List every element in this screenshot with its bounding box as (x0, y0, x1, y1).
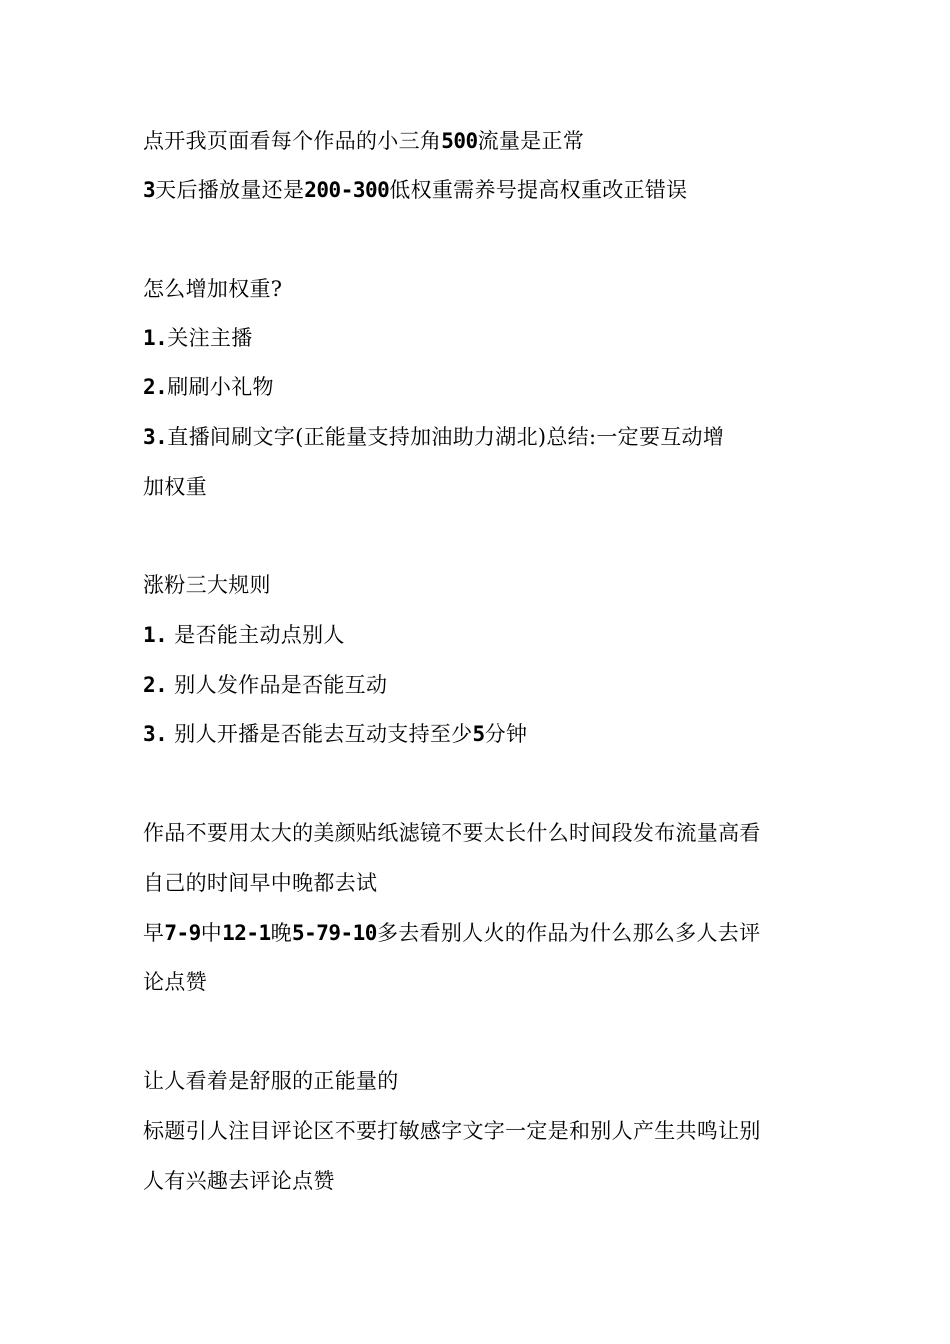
text-line-title-tip-continuation: 人有兴趣去评论点赞 (143, 1169, 335, 1193)
text-line-works: 作品不要用太大的美颜贴纸滤镜不要太长什么时间段发布流量高看 (143, 821, 761, 845)
text-line-time: 自己的时间早中晚都去试 (143, 871, 378, 895)
text-line-1: 点开我页面看每个作品的小三角500流量是正常 (143, 129, 585, 153)
list-item: 3. 别人开播是否能去互动支持至少5分钟 (143, 722, 528, 746)
text-line-schedule: 早7-9中12-1晚5-79-10多去看别人火的作品为什么那么多人去评 (143, 921, 761, 945)
section-heading-weight: 怎么增加权重? (143, 277, 283, 301)
section-heading-fans: 涨粉三大规则 (143, 573, 271, 597)
list-item: 3.直播间刷文字(正能量支持加油助力湖北)总结:一定要互动增 (143, 425, 725, 449)
text-line-schedule-continuation: 论点赞 (143, 970, 207, 994)
list-item: 2.刷刷小礼物 (143, 375, 274, 399)
list-item: 2. 别人发作品是否能互动 (143, 673, 388, 697)
text-line-2: 3天后播放量还是200-300低权重需养号提高权重改正错误 (143, 178, 688, 202)
list-item: 1.关注主播 (143, 326, 253, 350)
list-item-continuation: 加权重 (143, 475, 207, 499)
list-item: 1. 是否能主动点别人 (143, 623, 345, 647)
text-line-positive: 让人看着是舒服的正能量的 (143, 1069, 399, 1093)
text-line-title-tip: 标题引人注目评论区不要打敏感字文字一定是和别人产生共鸣让别 (143, 1119, 761, 1143)
